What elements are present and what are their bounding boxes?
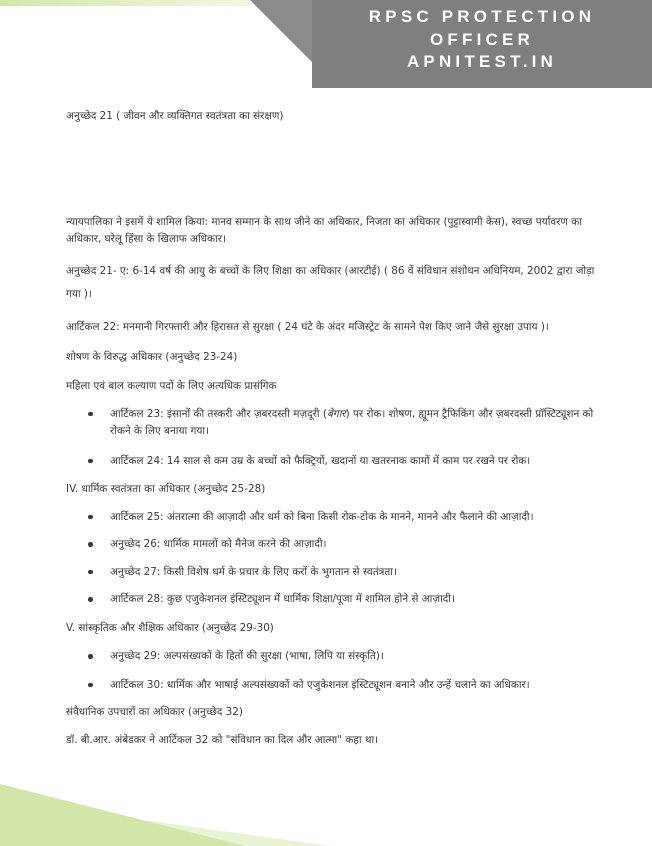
list-item-article-26: अनुच्छेद 26: धार्मिक मामलों को मैनेज करने की आज़ादी।	[66, 536, 600, 554]
article-23-text-end: ) पर रोक। शोषण, ह्यूमन ट्रैफिकिंग और ज़बरदस्ती प्रॉस्टिट्यूशन को रोकने के लिए बनाया गया।	[110, 407, 594, 437]
article-23-text-start: आर्टिकल 23: इंसानों की तस्करी और ज़बरदस्ती मज़दूरी (	[110, 407, 327, 420]
culture-heading: V. सांस्कृतिक और शैक्षिक अधिकार (अनुच्छेद 29-30)	[66, 621, 274, 634]
exploitation-note: महिला एवं बाल कल्याण पदों के लिए अत्यधिक प्रासंगिक	[66, 380, 277, 392]
begar-italic: बेगार	[326, 407, 346, 420]
list-item-article-23	[66, 406, 600, 441]
list-item-article-25: आर्टिकल 25: अंतरात्मा की आज़ादी और धर्म को बिना किसी रोक-टोक के मानने, मानने और फैलाने की आज़ादी।	[66, 509, 600, 527]
header-banner	[312, 0, 652, 88]
footer-accent-wedge	[0, 784, 245, 846]
ambedkar-paragraph: डॉ. बी.आर. अंबेडकर ने आर्टिकल 32 को "संविधान का दिल और आत्मा" कहा था।	[66, 733, 379, 746]
list-item-article-30: आर्टिकल 30: धार्मिक और भाषाई अल्पसंख्यकों को एजुकेशनल इंस्टिट्यूशन बनाने और उन्हें चलाने का अधिकार।	[66, 677, 600, 695]
religion-heading: IV. धार्मिक स्वतंत्रता का अधिकार (अनुच्छेद 25-28)	[66, 483, 266, 495]
remedies-heading: संवैधानिक उपचारों का अधिकार (अनुच्छेद 32)	[66, 706, 243, 718]
list-item-article-24: आर्टिकल 24: 14 साल से कम उम्र के बच्चों को फैक्ट्रियों, खदानों या खतरनाक कामों में काम पर रखने पर रोक।	[66, 453, 600, 471]
article-21a-paragraph: अनुच्छेद 21- ए: 6-14 वर्ष की आयु के बच्चों के लिए शिक्षा का अधिकार (आरटीई) ( 86 वें संविधान संशोधन अधिनियम, 2002 द्वारा जोड़ा गया )।	[66, 264, 595, 300]
article-22-paragraph: आर्टिकल 22: मनमानी गिरफ्तारी और हिरासत से सुरक्षा ( 24 घंटे के अंदर मजिस्ट्रेट के सामने पेश किए जाने जैसे सुरक्षा उपाय )।	[66, 320, 549, 333]
banner-line-2: OFFICER	[429, 29, 534, 49]
header-corner-shade	[250, 0, 312, 62]
exploitation-heading: शोषण के विरुद्ध अधिकार (अनुच्छेद 23-24)	[66, 350, 238, 363]
document-body	[66, 108, 600, 749]
banner-line-1: RPSC PROTECTION	[368, 7, 596, 26]
list-item-article-27: अनुच्छेद 27: किसी विशेष धर्म के प्रचार के लिए करों के भुगतान से स्वतंत्रता।	[66, 564, 600, 582]
list-item-article-29: अनुच्छेद 29: अल्पसंख्यकों के हितों की सुरक्षा (भाषा, लिपि या संस्कृति)।	[66, 648, 600, 666]
top-accent-strip	[0, 0, 250, 6]
list-item-article-28: आर्टिकल 28: कुछ एजुकेशनल इंस्टिट्यूशन में धार्मिक शिक्षा/पूजा में शामिल होने से आज़ादी।	[66, 591, 600, 609]
judiciary-paragraph: न्यायपालिका ने इसमें ये शामिल किया: मानव सम्मान के साथ जीने का अधिकार, निजता का अधिकार (पुट्टास्वामी केस), स्वच्छ पर्यावरण का अधिकार, घरेलू हिंसा के खिलाफ अधिकार।	[66, 215, 582, 245]
banner-line-3: APNITEST.IN	[406, 52, 558, 71]
article-21-heading: अनुच्छेद 21 ( जीवन और व्यक्तिगत स्वतंत्रता का संरक्षण)	[66, 110, 284, 122]
